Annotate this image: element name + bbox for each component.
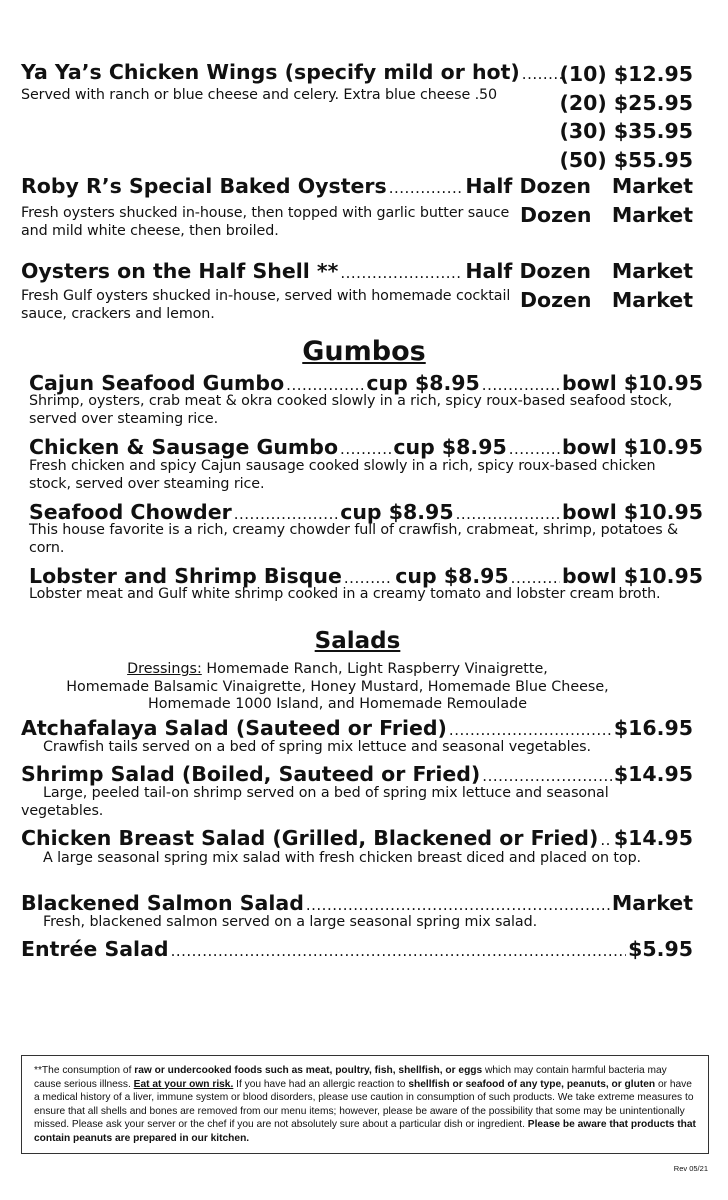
leader-dots [509, 440, 560, 458]
salads-heading: Salads [314, 628, 401, 654]
salad-price: $16.95 [613, 716, 693, 740]
salad-description: A large seasonal spring mix salad with fresh chicken breast diced and placed on top. [43, 850, 641, 866]
gumbo-bowl-price: bowl $10.95 [562, 500, 703, 524]
gumbos-heading: Gumbos [302, 336, 426, 367]
salad-name: Chicken Breast Salad (Grilled, Blackened or Fried) [21, 826, 599, 850]
gumbo-item-title [29, 371, 703, 395]
baked-oysters-dozen-label: Dozen [520, 203, 592, 227]
wings-description: Served with ranch or blue cheese and celery. Extra blue cheese .50 [21, 87, 498, 103]
leader-dots [511, 569, 560, 587]
food-safety-disclaimer [21, 1055, 709, 1154]
baked-oysters-half-price: Market [611, 174, 693, 198]
half-shell-half-label: Half Dozen [465, 259, 591, 283]
gumbo-item-title [29, 564, 703, 588]
disclaimer-text: **The consumption of [34, 1065, 135, 1076]
salad-name: Blackened Salmon Salad [21, 891, 304, 915]
disclaimer-bold: shellfish or seafood of any type, peanuts, or gluten [408, 1078, 656, 1090]
wings-prices [559, 60, 693, 174]
dressings-list [0, 661, 675, 714]
leader-dots [340, 264, 463, 282]
salad-price: $14.95 [613, 826, 693, 850]
baked-oysters-dozen-price: Market [611, 203, 693, 227]
disclaimer-text: or have a medical history of a liver, immune system or blood disorders, please use caution in consumption of such products. We take extreme measures to ensure that all shells and bones are removed from our menu items; however, please be aware of the possibility that some may be unintentionally missed. Please ask your server or the chef if you are not absolutely sure about a particular dish or ingredient. [34, 1078, 694, 1130]
half-shell-name: Oysters on the Half Shell ** [21, 259, 339, 283]
leader-dots [482, 376, 560, 394]
half-shell-dozen-price: Market [611, 288, 693, 312]
leader-dots [234, 505, 338, 523]
salad-item-title [21, 762, 693, 786]
gumbo-item-title [29, 500, 703, 524]
gumbo-name: Seafood Chowder [29, 500, 232, 524]
baked-oysters-name: Roby R’s Special Baked Oysters [21, 174, 387, 198]
leader-dots [389, 179, 464, 197]
wings-title-row [21, 60, 567, 84]
leader-dots [171, 942, 627, 960]
wings-price-50: (50) $55.95 [559, 147, 693, 172]
salad-description: Fresh, blackened salmon served on a large seasonal spring mix salad. [43, 914, 538, 930]
baked-oysters-title-row [21, 174, 591, 198]
baked-oysters-half-label: Half Dozen [465, 174, 591, 198]
disclaimer-text: which may contain harmful bacteria may cause serious illness. [34, 1065, 667, 1090]
disclaimer-text: If you have had an allergic reaction to [233, 1078, 409, 1090]
half-shell-half-price: Market [611, 259, 693, 283]
leader-dots [344, 569, 393, 587]
wings-name: Ya Ya’s Chicken Wings (specify mild or hot) [21, 60, 520, 84]
leader-dots [286, 376, 364, 394]
gumbo-item-title [29, 435, 703, 459]
half-shell-title-row [21, 259, 591, 283]
salad-name: Atchafalaya Salad (Sauteed or Fried) [21, 716, 447, 740]
half-shell-description: Fresh Gulf oysters shucked in-house, served with homemade cocktail sauce, crackers and lemon. [21, 288, 511, 322]
dressings-line: Homemade 1000 Island, and Homemade Remoulade [147, 696, 528, 712]
dressings-line: Homemade Balsamic Vinaigrette, Honey Mustard, Homemade Blue Cheese, [66, 678, 609, 695]
salad-price: Market [611, 891, 693, 915]
disclaimer-bold: raw or undercooked foods such as meat, poultry, fish, shellfish, or eggs [134, 1065, 483, 1076]
wings-price-10: (10) $12.95 [559, 62, 693, 86]
disclaimer-bold: Please be aware that products that contain peanuts are prepared in our kitchen. [34, 1119, 696, 1144]
leader-dots [600, 831, 612, 849]
salad-item-title [21, 826, 693, 850]
wings-price-30: (30) $35.95 [559, 119, 693, 143]
salad-item-title [21, 937, 693, 961]
salad-description: Large, peeled tail-on shrimp served on a bed of spring mix lettuce and seasonal vegetables. [21, 785, 609, 819]
gumbo-description: Shrimp, oysters, crab meat & okra cooked slowly in a rich, spicy roux-based seafood stock, served over steaming rice. [29, 393, 673, 427]
gumbo-description: This house favorite is a rich, creamy chowder full of crawfish, crabmeat, shrimp, potatoes & corn. [29, 522, 679, 556]
gumbo-bowl-price: bowl $10.95 [562, 435, 703, 459]
leader-dots [306, 896, 610, 914]
dressings-label: Dressings: [127, 661, 202, 677]
gumbo-name: Cajun Seafood Gumbo [29, 371, 285, 395]
gumbo-bowl-price: bowl $10.95 [562, 371, 703, 395]
gumbo-cup-price: cup $8.95 [340, 500, 454, 524]
gumbo-name: Chicken & Sausage Gumbo [29, 435, 339, 459]
leader-dots [449, 721, 612, 739]
leader-dots [340, 440, 391, 458]
leader-dots [456, 505, 560, 523]
salad-description: Crawfish tails served on a bed of spring mix lettuce and seasonal vegetables. [43, 739, 591, 755]
gumbo-cup-price: cup $8.95 [366, 371, 480, 395]
salad-price: $5.95 [628, 937, 693, 961]
dressings-text: Homemade Ranch, Light Raspberry Vinaigrette, [201, 661, 548, 677]
gumbo-cup-price: cup $8.95 [393, 435, 507, 459]
leader-dots [482, 767, 612, 785]
gumbo-cup-price: cup $8.95 [395, 564, 509, 588]
salad-item-title [21, 716, 693, 740]
disclaimer-bold: Eat at your own risk. [133, 1078, 234, 1090]
gumbo-description: Lobster meat and Gulf white shrimp cooked in a creamy tomato and lobster cream broth. [29, 586, 661, 602]
gumbo-name: Lobster and Shrimp Bisque [29, 564, 342, 588]
salad-name: Shrimp Salad (Boiled, Sauteed or Fried) [21, 762, 481, 786]
dressings-line [0, 661, 675, 679]
salad-item-title [21, 891, 693, 915]
wings-price-20: (20) $25.95 [559, 90, 693, 115]
half-shell-dozen-label: Dozen [520, 288, 592, 312]
baked-oysters-description: Fresh oysters shucked in-house, then topped with garlic butter sauce and mild white cheese, then broiled. [21, 205, 510, 239]
salad-name: Entrée Salad [21, 937, 169, 961]
gumbo-description: Fresh chicken and spicy Cajun sausage cooked slowly in a rich, spicy roux-based chicken stock, served over steaming rice. [29, 458, 656, 492]
gumbo-bowl-price: bowl $10.95 [562, 564, 703, 588]
salad-price: $14.95 [613, 762, 693, 786]
revision-note: Rev 05/21 [673, 1164, 708, 1173]
